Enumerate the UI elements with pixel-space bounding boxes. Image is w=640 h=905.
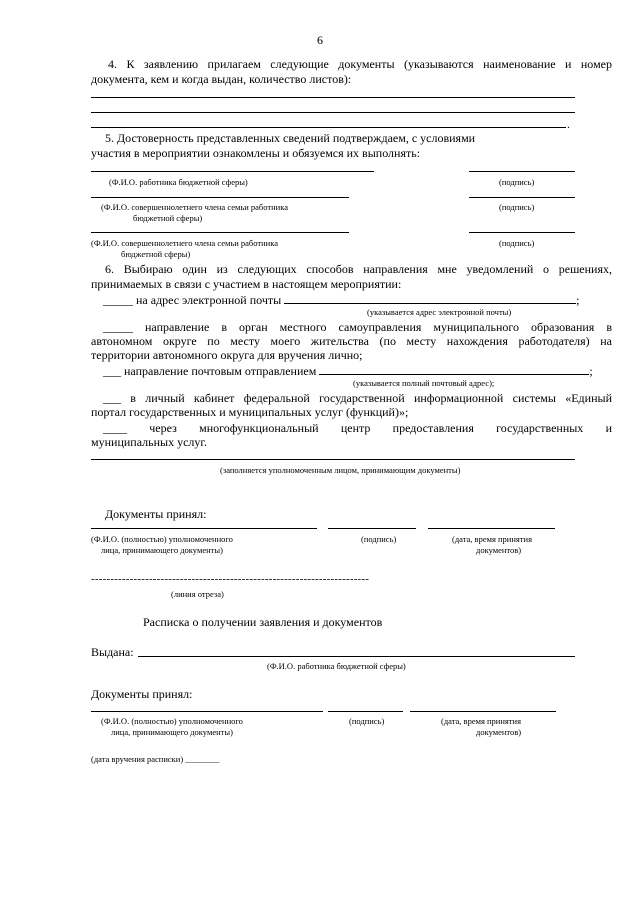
cut-line: ------------------------------------------------------------------------ (91, 573, 370, 585)
documents-list-end: . (567, 117, 570, 131)
delivery-date[interactable]: (дата вручения расписки) ________ (91, 754, 220, 764)
mfc-option-line1[interactable]: ____ через многофункциональный центр предоставления государственных и (103, 421, 612, 435)
page-number: 6 (317, 33, 323, 47)
email-option-label: _____ на адрес электронной почты (103, 293, 282, 307)
accepted2-date-caption-2: документов) (476, 727, 522, 737)
worker-signature-caption: (подпись) (499, 177, 535, 187)
accepted1-date-caption-2: документов) (476, 545, 522, 555)
accepted2-date-line[interactable] (410, 711, 556, 712)
member1-fio-caption-2: бюджетной сферы) (133, 213, 203, 223)
accepted1-date-line[interactable] (428, 528, 555, 529)
worker-signature-line[interactable] (469, 171, 575, 172)
accepted1-fio-line[interactable] (91, 528, 317, 529)
local-option-line1[interactable]: _____ направление в орган местного самоуправления муниципального образования в (103, 320, 612, 334)
portal-option-line2: портал государственных и муниципальных услуг (функций)»; (91, 405, 409, 419)
member2-signature-caption: (подпись) (499, 238, 535, 248)
accepted2-label: Документы принял: (91, 687, 193, 701)
accepted2-fio-caption-2: лица, принимающего документы) (111, 727, 233, 737)
post-option[interactable] (103, 363, 593, 378)
section6-line2: принимаемых в связи с участием в настоящем мероприятии: (91, 277, 402, 291)
accepted1-label: Документы принял: (105, 507, 207, 521)
section4-line2: документа, кем и когда выдан, количество листов): (91, 72, 352, 86)
accepted1-fio-caption: (Ф.И.О. (полностью) уполномоченного (91, 534, 233, 544)
email-option-end: ; (576, 293, 580, 307)
section6-line1: 6. Выбираю один из следующих способов направления мне уведомлений о решениях, (105, 262, 612, 276)
documents-list-line-2[interactable] (91, 112, 575, 113)
issued-caption: (Ф.И.О. работника бюджетной сферы) (267, 661, 406, 671)
section5-line2: участия в мероприятии ознакомлены и обязуемся их выполнять: (91, 146, 421, 160)
section5-line1: 5. Достоверность представленных сведений подтверждаем, с условиями (105, 131, 476, 145)
accepted2-sign-caption: (подпись) (349, 716, 385, 726)
portal-option-line1[interactable]: ___ в личный кабинет федеральной государственной информационной системы «Единый (103, 391, 612, 405)
member2-signature-line[interactable] (469, 232, 575, 233)
member1-fio-caption: (Ф.И.О. совершеннолетнего члена семьи работника (101, 202, 288, 212)
section4-line1: 4. К заявлению прилагаем следующие документы (указываются наименование и номер (108, 57, 612, 71)
accepted2-fio-line[interactable] (91, 711, 323, 712)
email-option[interactable] (103, 292, 580, 307)
worker-fio-caption: (Ф.И.О. работника бюджетной сферы) (109, 177, 248, 187)
post-caption: (указывается полный почтовый адрес); (353, 378, 495, 388)
accepted1-fio-caption-2: лица, принимающего документы) (101, 545, 223, 555)
member1-signature-line[interactable] (469, 197, 575, 198)
accepted1-sign-line[interactable] (328, 528, 416, 529)
official-caption: (заполняется уполномоченным лицом, принимающим документы) (220, 465, 461, 475)
receipt-title: Расписка о получении заявления и документов (143, 615, 383, 629)
accepted2-fio-caption: (Ф.И.О. (полностью) уполномоченного (101, 716, 243, 726)
member1-signature-caption: (подпись) (499, 202, 535, 212)
local-option-line2: автономном округе по месту моего жительства (по месту нахождения работодателя) на (91, 334, 612, 348)
post-option-label: ___ направление почтовым отправлением (103, 364, 317, 378)
local-option-line3: территории автономного округа для вручения лично; (91, 348, 363, 362)
official-fill-line[interactable] (91, 459, 575, 460)
email-caption: (указывается адрес электронной почты) (367, 307, 512, 317)
email-input-line[interactable] (284, 292, 576, 304)
documents-list-line-3[interactable] (91, 127, 566, 128)
accepted2-date-caption: (дата, время принятия (441, 716, 521, 726)
member2-fio-caption-2: бюджетной сферы) (121, 249, 191, 259)
member2-fio-caption: (Ф.И.О. совершеннолетнего члена семьи работника (91, 238, 278, 248)
post-address-line[interactable] (319, 363, 589, 375)
mfc-option-line2: муниципальных услуг. (91, 435, 207, 449)
member2-fio-line[interactable] (91, 232, 349, 233)
accepted2-sign-line[interactable] (328, 711, 403, 712)
accepted1-sign-caption: (подпись) (361, 534, 397, 544)
post-option-end: ; (589, 364, 593, 378)
issued-label: Выдана: (91, 645, 134, 659)
cut-line-caption: (линия отреза) (171, 589, 224, 599)
worker-fio-line[interactable] (91, 171, 374, 172)
member1-fio-line[interactable] (91, 197, 349, 198)
documents-list-line-1[interactable] (91, 97, 575, 98)
accepted1-date-caption: (дата, время принятия (452, 534, 532, 544)
issued-fio-line[interactable] (138, 656, 575, 657)
